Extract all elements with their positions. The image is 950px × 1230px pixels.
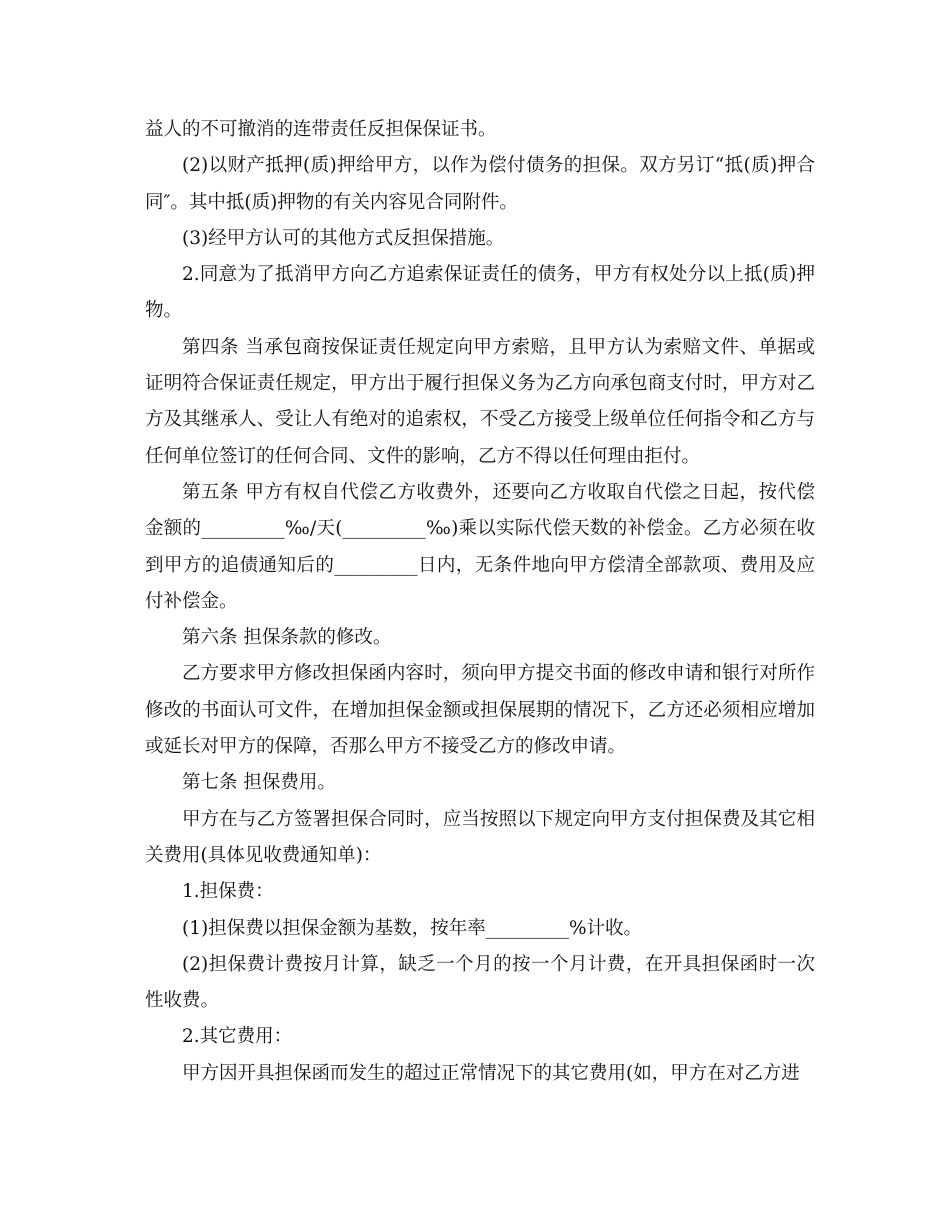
paragraph-clause-property-pledge: (2)以财产抵押(质)押给甲方，以作为偿付债务的担保。双方另订“抵(质)押合同″。其中抵(质)押物的有关内容见合同附件。	[145, 155, 815, 213]
paragraph-clause-other-measures: (3)经甲方认可的其他方式反担保措施。	[182, 227, 505, 249]
paragraph-article-6-heading: 第六条 担保条款的修改。	[182, 627, 392, 649]
paragraph-article-5: 第五条 甲方有权自代偿乙方收费外，还要向乙方收取自代偿之日起，按代偿金额的_________‰/天(_________‰)乘以实际代偿天数的补偿金。乙方必须在收到甲方的追债通知后的_________日内，无条件地向甲方偿清全部款项、费用及应付补偿金。	[145, 481, 815, 612]
paragraph-article-6-body: 乙方要求甲方修改担保函内容时，须向甲方提交书面的修改申请和银行对所作修改的书面认可文件，在增加担保金额或担保展期的情况下，乙方还必须相应增加或延长对甲方的保障，否那么甲方不接受乙方的修改申请。	[145, 663, 815, 758]
paragraph-other-fees-body: 甲方因开具担保函而发生的超过正常情况下的其它费用(如，甲方在对乙方进	[182, 1062, 800, 1084]
paragraph-guarantee-fee-billing: (2)担保费计费按月计算，缺乏一个月的按一个月计费，在开具担保函时一次性收费。	[145, 953, 815, 1012]
paragraph-article-4: 第四条 当承包商按保证责任规定向甲方索赔，且甲方认为索赔文件、单据或证明符合保证责任规定，甲方出于履行担保义务为乙方向承包商支付时，甲方对乙方及其继承人、受让人有绝对的追索权，不受乙方接受上级单位任何指令和乙方与任何单位签订的任何合同、文件的影响，乙方不得以任何理由拒付。	[145, 336, 815, 467]
document-body	[145, 112, 815, 1092]
paragraph-guarantee-fee-heading: 1.担保费：	[182, 881, 274, 903]
paragraph-other-fees-heading: 2.其它费用：	[182, 1026, 293, 1048]
paragraph-continuation: 益人的不可撤消的连带责任反担保保证书。	[145, 119, 497, 140]
paragraph-guarantee-fee-rate: (1)担保费以担保金额为基数，按年率_________%计收。	[182, 917, 643, 939]
paragraph-article-7-body: 甲方在与乙方签署担保合同时，应当按照以下规定向甲方支付担保费及其它相关费用(具体见收费通知单)：	[145, 808, 815, 866]
paragraph-item-2-dispose-pledge: 2.同意为了抵消甲方向乙方追索保证责任的债务，甲方有权处分以上抵(质)押物。	[145, 264, 815, 322]
paragraph-article-7-heading: 第七条 担保费用。	[182, 772, 336, 794]
